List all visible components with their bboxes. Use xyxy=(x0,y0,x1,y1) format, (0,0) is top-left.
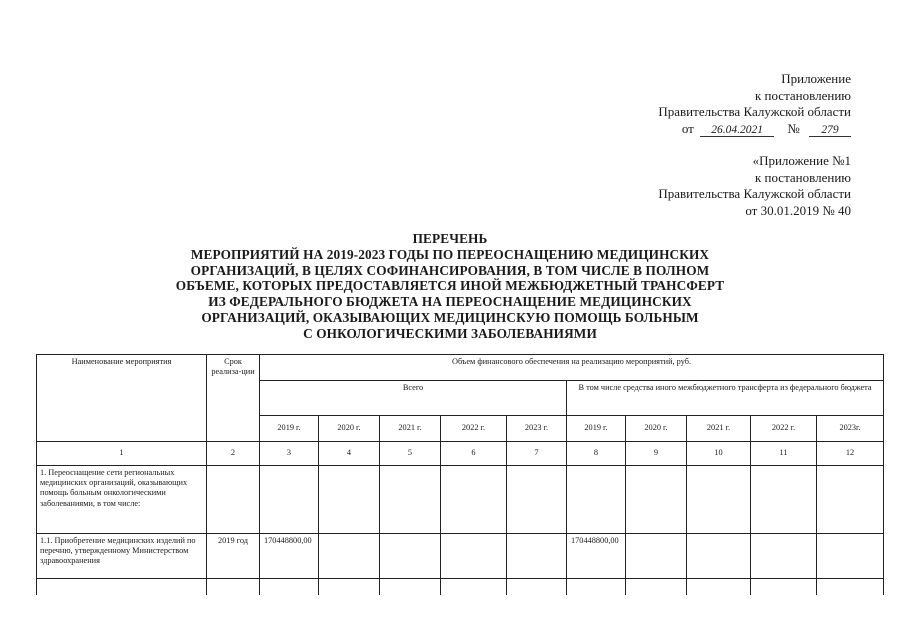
column-number: 5 xyxy=(380,442,441,466)
title-line: ИЗ ФЕДЕРАЛЬНОГО БЮДЖЕТА НА ПЕРЕОСНАЩЕНИЕ МЕДИЦИНСКИХ xyxy=(208,294,692,310)
table-row xyxy=(37,534,884,579)
value-cell xyxy=(319,466,380,534)
value-cell: 170448800,00 xyxy=(567,534,626,579)
value-cell xyxy=(626,534,687,579)
approval-date: 26.04.2021 xyxy=(700,124,774,137)
header-year: 2020 г. xyxy=(626,416,687,442)
title-line: С ОНКОЛОГИЧЕСКИМИ ЗАБОЛЕВАНИЯМИ xyxy=(303,325,597,341)
column-number: 3 xyxy=(260,442,319,466)
title-line: ОРГАНИЗАЦИЙ, ОКАЗЫВАЮЩИХ МЕДИЦИНСКУЮ ПОМОЩЬ БОЛЬНЫМ xyxy=(201,309,699,325)
column-numbers-row xyxy=(37,442,884,466)
header-funding: Объем финансового обеспечения на реализацию мероприятий, руб. xyxy=(260,355,884,381)
header-year: 2023 г. xyxy=(507,416,567,442)
approval-date-line xyxy=(658,121,851,138)
measure-term xyxy=(207,466,260,534)
title-line: ОБЪЕМЕ, КОТОРЫХ ПРЕДОСТАВЛЯЕТСЯ ИНОЙ МЕЖБЮДЖЕТНЫЙ ТРАНСФЕРТ xyxy=(175,278,725,294)
measure-name: 1.1. Приобретение медицинских изделий по перечню, утвержденному Министерством здравоохранения xyxy=(37,534,207,579)
header-year: 2022 г. xyxy=(751,416,817,442)
value-cell xyxy=(319,534,380,579)
measure-term: 2019 год xyxy=(207,534,260,579)
from-label: от xyxy=(681,120,694,136)
header-name: Наименование мероприятия xyxy=(37,355,207,442)
column-number: 6 xyxy=(441,442,507,466)
value-cell xyxy=(441,534,507,579)
column-number: 10 xyxy=(687,442,751,466)
table-row-continuation xyxy=(37,579,884,596)
column-number: 7 xyxy=(507,442,567,466)
header-transfer: В том числе средства иного межбюджетного трансферта из федерального бюджета xyxy=(567,381,884,416)
value-cell xyxy=(687,534,751,579)
approval-line: Приложение xyxy=(781,71,851,86)
approval-line: Правительства Калужской области xyxy=(658,186,851,201)
title-line: МЕРОПРИЯТИЙ НА 2019-2023 ГОДЫ ПО ПЕРЕОСНАЩЕНИЮ МЕДИЦИНСКИХ xyxy=(190,246,710,262)
column-number: 12 xyxy=(817,442,884,466)
column-number: 4 xyxy=(319,442,380,466)
title-line: ПЕРЕЧЕНЬ xyxy=(412,231,488,246)
approval-block xyxy=(658,71,851,137)
approval-line: к постановлению xyxy=(754,87,851,103)
column-number: 1 xyxy=(37,442,207,466)
header-term: Срок реализа-ции xyxy=(207,355,260,442)
table-row xyxy=(37,466,884,534)
value-cell xyxy=(260,466,319,534)
value-cell: 170448800,00 xyxy=(260,534,319,579)
header-row xyxy=(37,355,884,381)
number-label: № xyxy=(787,120,800,136)
header-year: 2019 г. xyxy=(260,416,319,442)
column-number: 8 xyxy=(567,442,626,466)
value-cell xyxy=(751,534,817,579)
measure-name: 1. Переоснащение сети региональных медицинских организаций, оказывающих помощь больным онкологическими заболеваниями, в том числе: xyxy=(37,466,207,534)
value-cell xyxy=(817,534,884,579)
value-cell xyxy=(507,466,567,534)
header-year: 2019 г. xyxy=(567,416,626,442)
header-year: 2021 г. xyxy=(687,416,751,442)
value-cell xyxy=(751,466,817,534)
original-approval-block xyxy=(658,153,851,219)
value-cell xyxy=(441,466,507,534)
title-line: ОРГАНИЗАЦИЙ, В ЦЕЛЯХ СОФИНАНСИРОВАНИЯ, В ТОМ ЧИСЛЕ В ПОЛНОМ xyxy=(190,262,710,278)
column-number: 11 xyxy=(751,442,817,466)
column-number: 2 xyxy=(207,442,260,466)
approval-line: Правительства Калужской области xyxy=(658,104,851,119)
header-total: Всего xyxy=(260,381,567,416)
header-year: 2020 г. xyxy=(319,416,380,442)
document-title xyxy=(140,231,760,342)
approval-line: от 30.01.2019 № 40 xyxy=(745,202,851,218)
value-cell xyxy=(380,466,441,534)
measures-table xyxy=(36,354,884,595)
value-cell xyxy=(380,534,441,579)
approval-line: к постановлению xyxy=(754,169,851,185)
header-year: 2022 г. xyxy=(441,416,507,442)
header-year: 2021 г. xyxy=(380,416,441,442)
value-cell xyxy=(687,466,751,534)
value-cell xyxy=(626,466,687,534)
value-cell xyxy=(567,466,626,534)
approval-line: «Приложение №1 xyxy=(752,153,851,168)
approval-number: 279 xyxy=(809,124,851,137)
header-year: 2023г. xyxy=(817,416,884,442)
value-cell xyxy=(507,534,567,579)
column-number: 9 xyxy=(626,442,687,466)
value-cell xyxy=(817,466,884,534)
